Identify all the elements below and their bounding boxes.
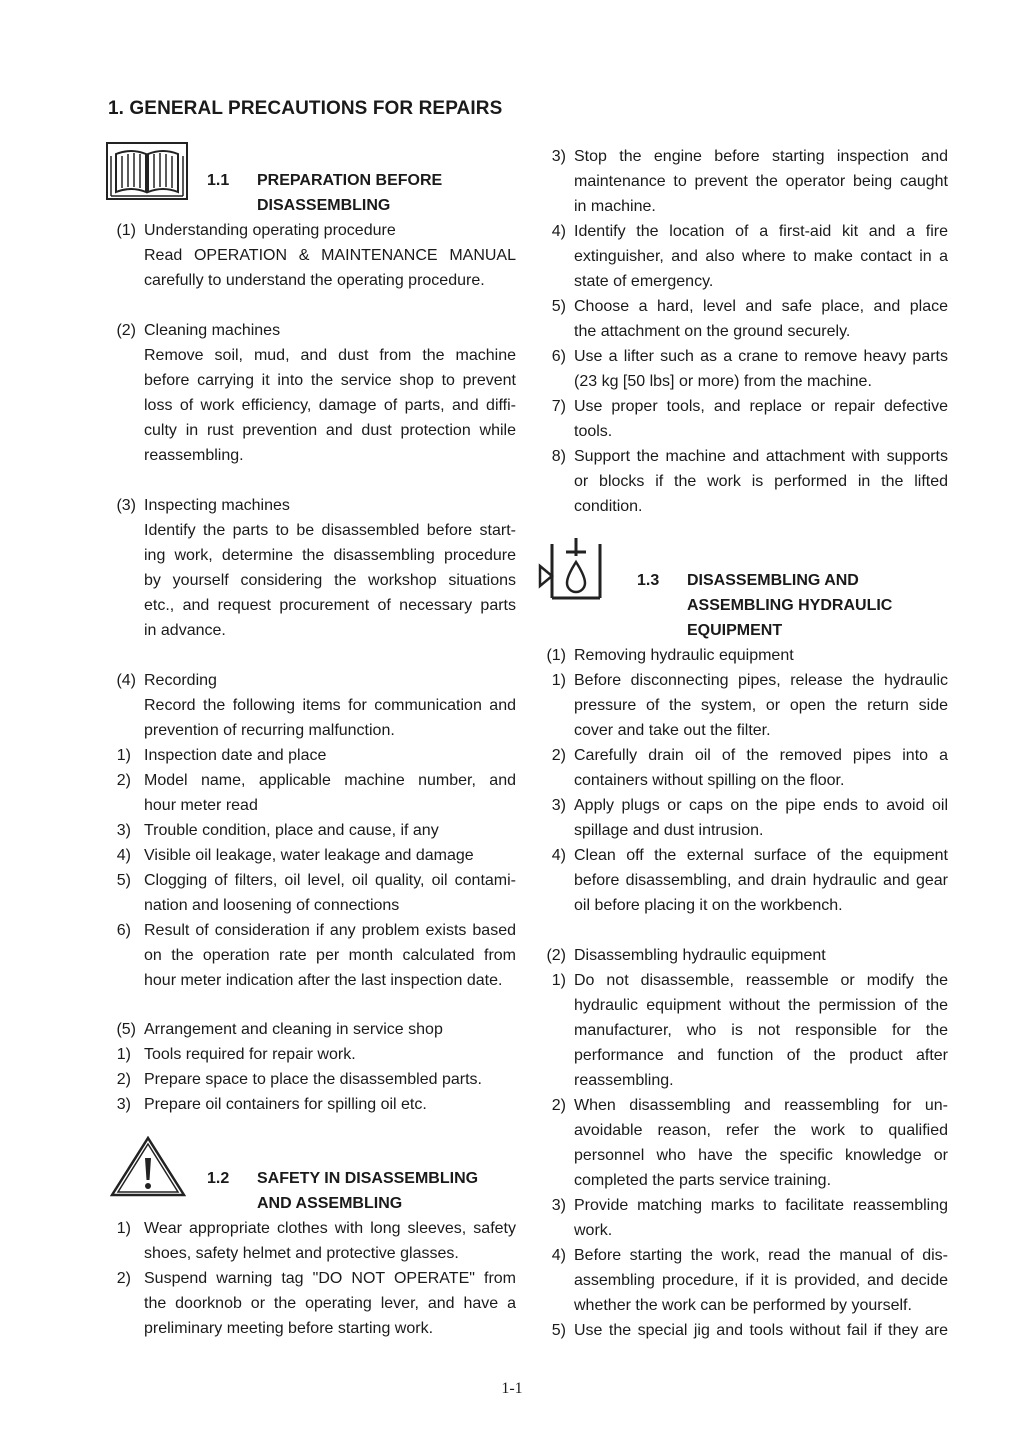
line-text: in machine. [574, 198, 656, 215]
list-text: Use the special jig and tools without fail if they are [574, 1322, 948, 1339]
paragraph-line [106, 693, 516, 718]
section-title: EQUIPMENT [687, 622, 783, 639]
list-text: Wear appropriate clothes with long sleeves, safety [144, 1220, 516, 1237]
paragraph-line [106, 893, 516, 918]
line-text: whether the work can be performed by yourself. [574, 1297, 912, 1314]
line-text: the doorknob or the operating lever, and have a [144, 1295, 516, 1312]
list-text: Choose a hard, level and safe place, and place [574, 298, 948, 315]
line-text: spillage and dust intrusion. [574, 822, 764, 839]
list-text: Trouble condition, place and cause, if any [144, 822, 439, 839]
paragraph-line [536, 868, 948, 893]
paragraph-line [106, 343, 516, 368]
line-text: Remove soil, mud, and dust from the machine [144, 347, 516, 364]
line-text: work. [574, 1222, 613, 1239]
paragraph-line [536, 194, 948, 219]
paragraph-line [536, 319, 948, 344]
paragraph-line [536, 1043, 948, 1068]
list-text: Prepare oil containers for spilling oil etc. [144, 1096, 427, 1113]
paragraph-line [536, 993, 948, 1018]
line-text: completed the parts service training. [574, 1172, 832, 1189]
paragraph-line [106, 968, 516, 993]
list-text: Clogging of filters, oil level, oil quality, oil contami- [144, 872, 516, 889]
line-text: preliminary meeting before starting work. [144, 1320, 434, 1337]
paragraph-line [106, 268, 516, 293]
list-text: Disassembling hydraulic equipment [574, 947, 826, 964]
list-text: Use a lifter such as a crane to remove heavy parts [574, 348, 948, 365]
paragraph-line [106, 518, 516, 543]
list-label: 4) [551, 847, 566, 864]
page-title: 1. GENERAL PRECAUTIONS FOR REPAIRS [108, 98, 503, 119]
list-item [536, 144, 948, 169]
paragraph-line [106, 393, 516, 418]
hydraulic-oil-icon [538, 536, 604, 602]
paragraph-line [536, 1118, 948, 1143]
list-label: 5) [116, 872, 131, 889]
list-label: 1) [551, 972, 566, 989]
list-item [536, 1193, 948, 1218]
line-text: Read OPERATION & MAINTENANCE MANUAL [144, 247, 516, 264]
list-text: Provide matching marks to facilitate reassembling [574, 1197, 948, 1214]
paragraph-line [536, 1068, 948, 1093]
list-label: 1) [116, 1220, 131, 1237]
list-label: 6) [551, 348, 566, 365]
list-label: 4) [551, 223, 566, 240]
list-item [106, 318, 516, 343]
list-text: Result of consideration if any problem exists based [144, 922, 516, 939]
list-label: (1) [546, 647, 566, 664]
paragraph-line [536, 1168, 948, 1193]
line-text: on the operation rate per month calculated from [144, 947, 516, 964]
line-text: culty in rust prevention and dust protection while [144, 422, 516, 439]
list-item [536, 743, 948, 768]
list-label: 3) [551, 797, 566, 814]
line-text: Record the following items for communication and [144, 697, 516, 714]
line-text: cover and take out the filter. [574, 722, 771, 739]
list-item [536, 1243, 948, 1268]
paragraph-line [536, 768, 948, 793]
section-title: DISASSEMBLING AND [687, 572, 859, 589]
list-label: 1) [551, 672, 566, 689]
paragraph-line [536, 469, 948, 494]
list-text: Prepare space to place the disassembled parts. [144, 1071, 482, 1088]
list-item [536, 1093, 948, 1118]
list-text: Carefully drain oil of the removed pipes into a [574, 747, 948, 764]
list-label: 7) [551, 398, 566, 415]
section-number: 1.2 [207, 1170, 230, 1187]
list-item [106, 1266, 516, 1291]
list-item [536, 643, 948, 668]
line-text: condition. [574, 498, 643, 515]
section-title: SAFETY IN DISASSEMBLING [257, 1170, 479, 1187]
list-item [536, 394, 948, 419]
list-text: Before starting the work, read the manual of dis- [574, 1247, 948, 1264]
line-text: performance and function of the product after [574, 1047, 948, 1064]
list-label: 2) [116, 1071, 131, 1088]
list-text: Tools required for repair work. [144, 1046, 356, 1063]
list-text: Do not disassemble, reassemble or modify the [574, 972, 948, 989]
list-item [106, 1067, 516, 1092]
list-item [536, 668, 948, 693]
list-item [536, 1318, 948, 1343]
list-item [536, 843, 948, 868]
list-label: 1) [116, 1046, 131, 1063]
list-label: 3) [551, 1197, 566, 1214]
paragraph-line [536, 1018, 948, 1043]
list-text: Clean off the external surface of the equipment [574, 847, 948, 864]
line-text: oil before placing it on the workbench. [574, 897, 843, 914]
paragraph-line [536, 693, 948, 718]
list-label: 5) [551, 1322, 566, 1339]
list-label: 3) [116, 1096, 131, 1113]
paragraph-line [106, 718, 516, 743]
list-text: Stop the engine before starting inspection and [574, 148, 948, 165]
list-label: 2) [551, 1097, 566, 1114]
paragraph-line [536, 169, 948, 194]
list-text: Arrangement and cleaning in service shop [144, 1021, 443, 1038]
list-item [106, 743, 516, 768]
book-icon [106, 142, 188, 200]
paragraph-line [536, 269, 948, 294]
paragraph-line [536, 244, 948, 269]
list-label: 4) [116, 847, 131, 864]
line-text: avoidable reason, refer the work to qualified [574, 1122, 948, 1139]
paragraph-line [536, 718, 948, 743]
list-item [106, 1092, 516, 1117]
line-text: pressure of the system, or open the return side [574, 697, 948, 714]
list-text: Use proper tools, and replace or repair defective [574, 398, 948, 415]
line-text: or blocks if the work is performed in the lifted [574, 473, 948, 490]
list-text: Recording [144, 672, 217, 689]
line-text: hour meter indication after the last inspection date. [144, 972, 503, 989]
paragraph-line [106, 368, 516, 393]
list-label: 2) [551, 747, 566, 764]
paragraph-line [106, 443, 516, 468]
list-text: Inspecting machines [144, 497, 290, 514]
line-text: (23 kg [50 lbs] or more) from the machine. [574, 373, 872, 390]
list-item [106, 493, 516, 518]
list-label: 5) [551, 298, 566, 315]
section-title: AND ASSEMBLING [257, 1195, 403, 1212]
list-item [106, 918, 516, 943]
section-title: DISASSEMBLING [257, 197, 391, 214]
list-item [106, 1042, 516, 1067]
list-text: Identify the location of a first-aid kit and a fire [574, 223, 948, 240]
paragraph-line [536, 1268, 948, 1293]
section-title: PREPARATION BEFORE [257, 172, 443, 189]
paragraph-line [536, 419, 948, 444]
list-item [536, 219, 948, 244]
line-text: assembling procedure, if it is provided, and decide [574, 1272, 948, 1289]
paragraph-line [536, 1143, 948, 1168]
paragraph-line [536, 893, 948, 918]
list-item [536, 344, 948, 369]
paragraph-line [106, 593, 516, 618]
list-item [536, 444, 948, 469]
line-text: reassembling. [574, 1072, 674, 1089]
list-label: (2) [546, 947, 566, 964]
paragraph-line [106, 568, 516, 593]
line-text: before disassembling, and drain hydraulic and gear [574, 872, 948, 889]
line-text: prevention of recurring malfunction. [144, 722, 395, 739]
line-text: shoes, safety helmet and protective glasses. [144, 1245, 459, 1262]
paragraph-line [106, 943, 516, 968]
line-text: hour meter read [144, 797, 258, 814]
list-text: When disassembling and reassembling for un- [574, 1097, 948, 1114]
line-text: by yourself considering the workshop situations [144, 572, 516, 589]
list-label: (5) [116, 1021, 136, 1038]
list-item [536, 943, 948, 968]
list-text: Apply plugs or caps on the pipe ends to avoid oil [574, 797, 948, 814]
warning-triangle-icon [110, 1136, 186, 1198]
section-number: 1.3 [637, 572, 660, 589]
line-text: maintenance to prevent the operator being caught [574, 173, 948, 190]
section-title: ASSEMBLING HYDRAULIC [687, 597, 893, 614]
line-text: manufacturer, who is not responsible for the [574, 1022, 948, 1039]
list-item [106, 1017, 516, 1042]
list-item [106, 668, 516, 693]
list-label: 6) [116, 922, 131, 939]
line-text: state of emergency. [574, 273, 714, 290]
paragraph-line [106, 243, 516, 268]
paragraph-line [106, 543, 516, 568]
list-text: Support the machine and attachment with supports [574, 448, 948, 465]
paragraph-line [106, 418, 516, 443]
line-text: Identify the parts to be disassembled before start- [144, 522, 516, 539]
list-text: Model name, applicable machine number, and [144, 772, 516, 789]
list-item [536, 793, 948, 818]
line-text: containers without spilling on the floor. [574, 772, 845, 789]
line-text: the attachment on the ground securely. [574, 323, 851, 340]
line-text: personnel who have the specific knowledge or [574, 1147, 948, 1164]
line-text: reassembling. [144, 447, 244, 464]
line-text: carefully to understand the operating procedure. [144, 272, 485, 289]
line-text: hydraulic equipment without the permission of the [574, 997, 948, 1014]
list-label: 3) [551, 148, 566, 165]
list-item [106, 218, 516, 243]
list-text: Understanding operating procedure [144, 222, 396, 239]
list-item [536, 294, 948, 319]
list-text: Inspection date and place [144, 747, 327, 764]
list-item [536, 968, 948, 993]
list-text: Cleaning machines [144, 322, 281, 339]
paragraph-line [106, 1241, 516, 1266]
paragraph-line [106, 793, 516, 818]
list-label: 2) [116, 1270, 131, 1287]
list-label: 3) [116, 822, 131, 839]
list-text: Suspend warning tag "DO NOT OPERATE" from [144, 1270, 516, 1287]
list-item [106, 768, 516, 793]
line-text: in advance. [144, 622, 226, 639]
list-label: (2) [116, 322, 136, 339]
line-text: before carrying it into the service shop to prevent [144, 372, 516, 389]
paragraph-line [536, 369, 948, 394]
list-item [106, 1216, 516, 1241]
list-item [106, 818, 516, 843]
paragraph-line [106, 1316, 516, 1341]
line-text: ing work, determine the disassembling procedure [144, 547, 516, 564]
line-text: nation and loosening of connections [144, 897, 400, 914]
page-number: 1-1 [501, 1380, 523, 1397]
list-label: 1) [116, 747, 131, 764]
line-text: extinguisher, and also where to make contact in a [574, 248, 948, 265]
paragraph-line [106, 1291, 516, 1316]
line-text: etc., and request procurement of necessary parts [144, 597, 516, 614]
list-label: (3) [116, 497, 136, 514]
paragraph-line [536, 1218, 948, 1243]
list-item [106, 843, 516, 868]
paragraph-line [106, 618, 516, 643]
paragraph-line [536, 1293, 948, 1318]
list-text: Removing hydraulic equipment [574, 647, 794, 664]
list-text: Visible oil leakage, water leakage and damage [144, 847, 474, 864]
list-label: (1) [116, 222, 136, 239]
section-number: 1.1 [207, 172, 230, 189]
list-item [106, 868, 516, 893]
list-label: 2) [116, 772, 131, 789]
line-text: tools. [574, 423, 613, 440]
list-label: 8) [551, 448, 566, 465]
line-text: loss of work efficiency, damage of parts, and diffi- [144, 397, 516, 414]
paragraph-line [536, 818, 948, 843]
list-text: Before disconnecting pipes, release the hydraulic [574, 672, 948, 689]
list-label: (4) [116, 672, 136, 689]
list-label: 4) [551, 1247, 566, 1264]
paragraph-line [536, 494, 948, 519]
